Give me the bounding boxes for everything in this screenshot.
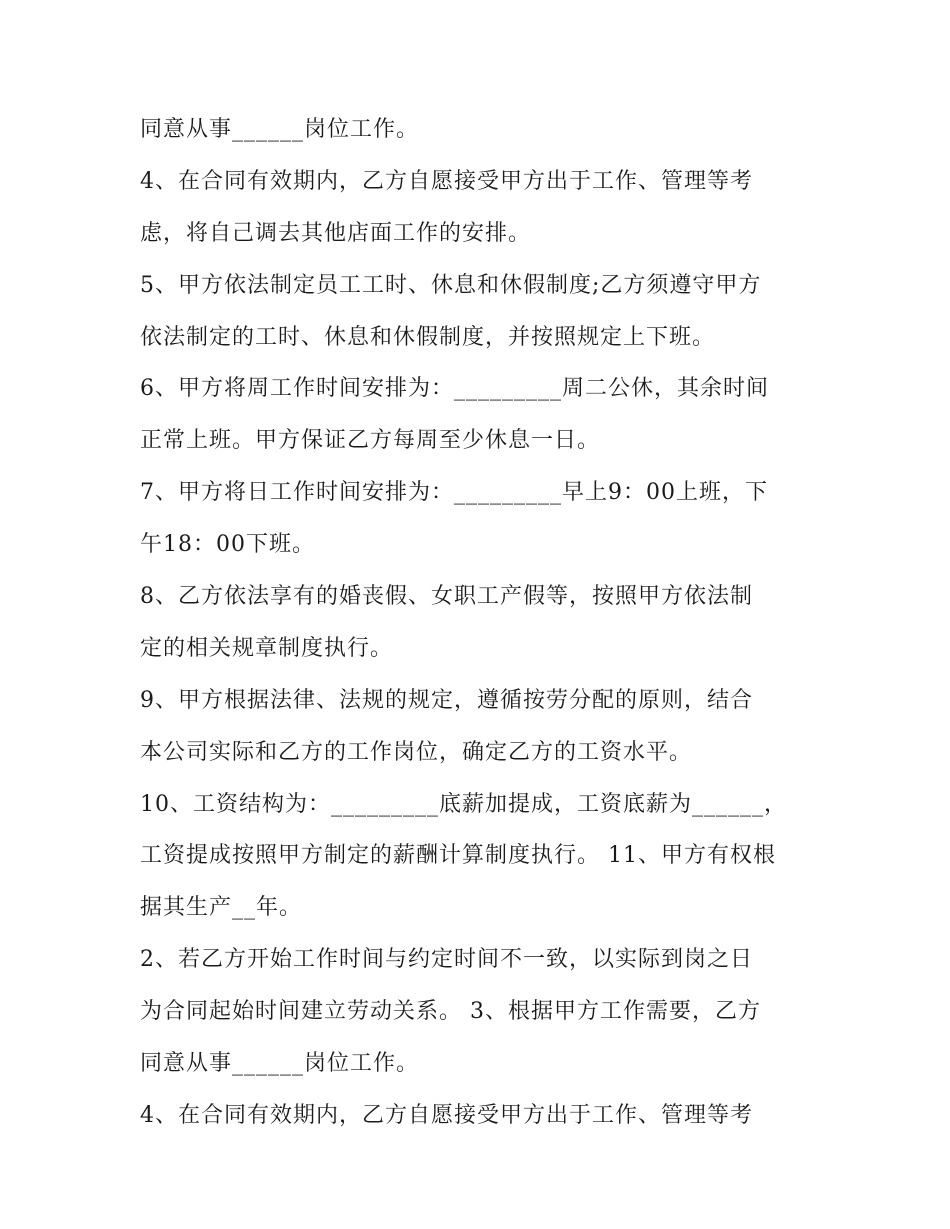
text-line: 同意从事______岗位工作。: [140, 1051, 420, 1077]
text-line: 定的相关规章制度执行。: [140, 635, 394, 661]
text-line: 工资提成按照甲方制定的薪酬计算制度执行。 11、甲方有权根: [140, 843, 776, 869]
text-line: 9、甲方根据法律、法规的规定，遵循按劳分配的原则，结合: [140, 687, 753, 713]
text-line: 10、工资结构为：_________底薪加提成，工资底薪为______，: [140, 791, 787, 817]
text-line: 同意从事______岗位工作。: [140, 117, 420, 142]
text-line: 4、在合同有效期内，乙方自愿接受甲方出于工作、管理等考: [140, 168, 753, 194]
text-line: 正常上班。甲方保证乙方每周至少休息一日。: [140, 428, 601, 454]
text-line: 8、乙方依法享有的婚丧假、女职工产假等，按照甲方依法制: [140, 584, 753, 610]
text-line: 虑，将自己调去其他店面工作的安排。: [140, 220, 532, 246]
text-line: 依法制定的工时、休息和休假制度，并按照规定上下班。: [140, 324, 716, 350]
text-line: 6、甲方将周工作时间安排为：_________周二公休，其余时间: [140, 376, 769, 402]
contract-text: [140, 104, 820, 1142]
text-line: 据其生产__年。: [140, 895, 303, 921]
text-line: 午18：00下班。: [140, 532, 315, 558]
text-line: 为合同起始时间建立劳动关系。 3、根据甲方工作需要，乙方: [140, 999, 761, 1025]
text-line: 5、甲方依法制定员工工时、休息和休假制度;乙方须遵守甲方: [140, 272, 762, 298]
text-line: 本公司实际和乙方的工作岗位，确定乙方的工资水平。: [140, 739, 693, 765]
text-line: 7、甲方将日工作时间安排为：_________早上9：00上班，下: [140, 480, 768, 506]
text-line: 2、若乙方开始工作时间与约定时间不一致，以实际到岗之日: [140, 947, 753, 973]
text-line: 4、在合同有效期内，乙方自愿接受甲方出于工作、管理等考: [140, 1102, 753, 1128]
